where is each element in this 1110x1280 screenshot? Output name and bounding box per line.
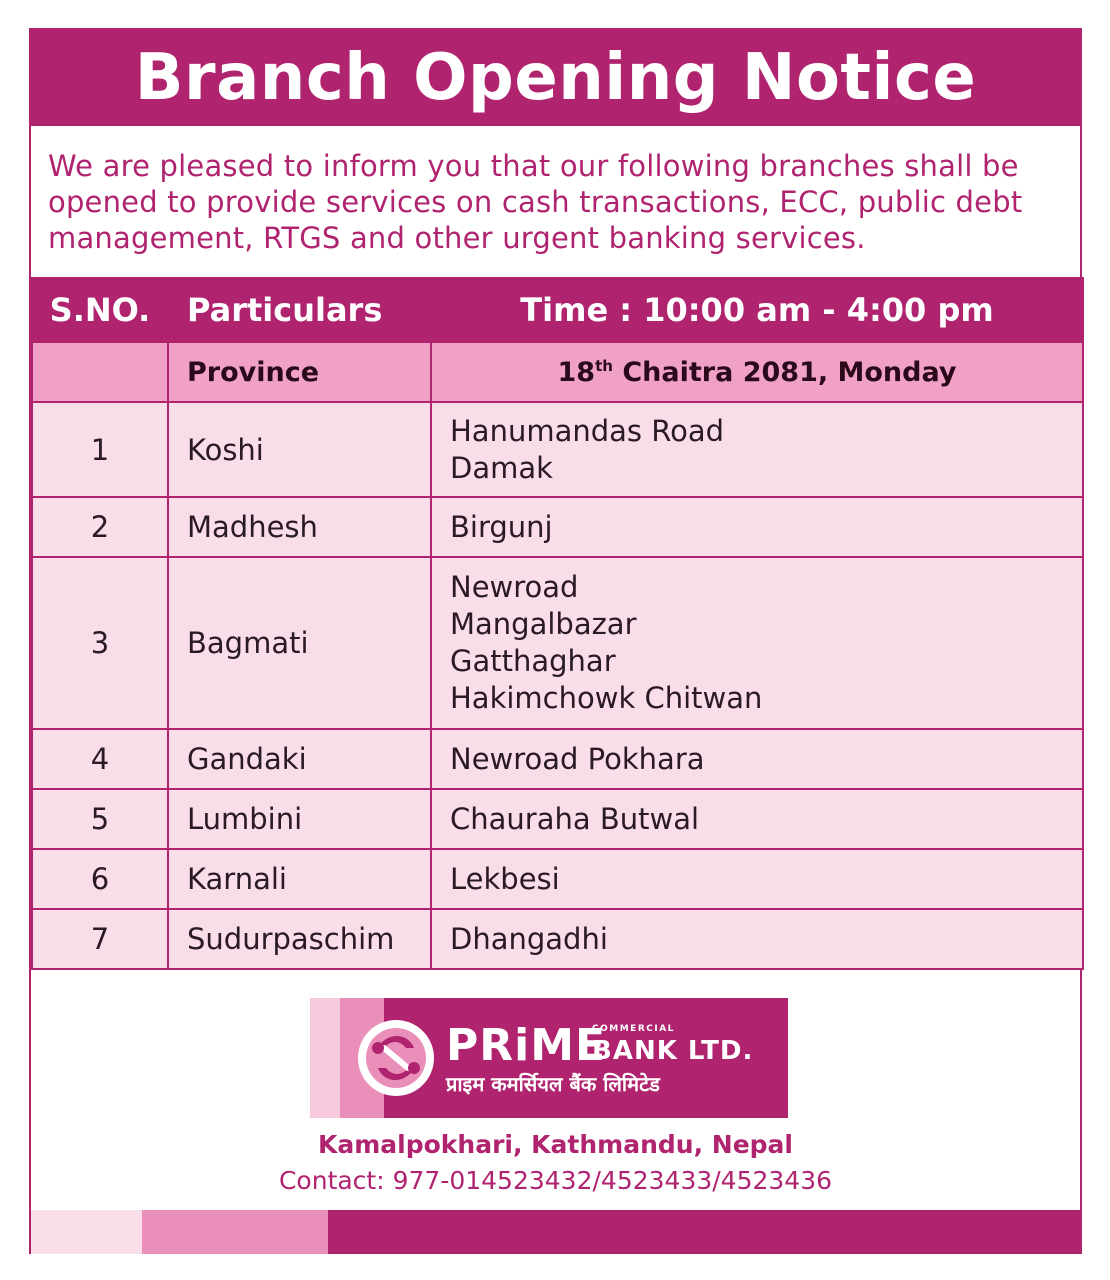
location-item: Mangalbazar <box>450 607 637 641</box>
table-row <box>32 402 1083 497</box>
date-rest: Chaitra 2081, Monday <box>612 356 957 388</box>
location-item: Newroad Pokhara <box>450 741 705 776</box>
bank-logo <box>310 998 788 1118</box>
logo-nepali-text: प्राइम कमर्सियल बैंक लिमिटेड <box>446 1072 660 1096</box>
table-subheader-row <box>32 342 1083 402</box>
row-province: Koshi <box>168 402 431 497</box>
notice-frame <box>29 28 1082 1254</box>
header-sno: S.NO. <box>32 278 168 342</box>
notice-intro <box>48 148 1072 256</box>
logo-stripe-light <box>310 998 340 1118</box>
row-locations <box>431 497 1083 557</box>
row-locations <box>431 789 1083 849</box>
intro-line: management, RTGS and other urgent banking services. <box>48 221 866 255</box>
location-item: Hakimchowk Chitwan <box>450 681 763 715</box>
location-item: Newroad <box>450 570 579 604</box>
header-particulars: Particulars <box>168 278 431 342</box>
table-row <box>32 557 1083 729</box>
row-province: Lumbini <box>168 789 431 849</box>
row-locations <box>431 909 1083 969</box>
row-province: Karnali <box>168 849 431 909</box>
table-row <box>32 909 1083 969</box>
header-time: Time : 10:00 am - 4:00 pm <box>431 278 1083 342</box>
strip-dark <box>328 1210 1082 1254</box>
row-sno: 2 <box>32 497 168 557</box>
subheader-date <box>431 342 1083 402</box>
location-item: Lekbesi <box>450 861 560 896</box>
row-province: Madhesh <box>168 497 431 557</box>
row-sno: 6 <box>32 849 168 909</box>
table-row <box>32 729 1083 789</box>
row-sno: 3 <box>32 557 168 729</box>
notice-title: Branch Opening Notice <box>31 30 1080 126</box>
row-locations <box>431 402 1083 497</box>
date-day: 18 <box>557 356 596 388</box>
row-sno: 5 <box>32 789 168 849</box>
location-item: Gatthaghar <box>450 644 616 678</box>
row-province: Gandaki <box>168 729 431 789</box>
bank-contact: Contact: 977-014523432/4523433/4523436 <box>278 1166 833 1195</box>
row-sno: 1 <box>32 402 168 497</box>
location-item: Dhangadhi <box>450 921 608 956</box>
row-sno: 7 <box>32 909 168 969</box>
date-suffix: th <box>595 356 613 375</box>
logo-prime-text: PRiME <box>446 1020 607 1071</box>
logo-bank-text: BANK LTD. <box>592 1036 754 1066</box>
strip-light <box>31 1210 142 1254</box>
intro-line: We are pleased to inform you that our following branches shall be <box>48 149 1019 183</box>
subheader-empty-cell <box>32 342 168 402</box>
bottom-color-strip <box>31 1210 1082 1254</box>
location-item: Birgunj <box>450 509 553 544</box>
row-locations <box>431 557 1083 729</box>
row-province: Bagmati <box>168 557 431 729</box>
intro-line: opened to provide services on cash transactions, ECC, public debt <box>48 185 1023 219</box>
table-row <box>32 789 1083 849</box>
table-row <box>32 497 1083 557</box>
table-header-row <box>32 278 1083 342</box>
row-locations <box>431 729 1083 789</box>
location-item: Hanumandas Road <box>450 413 725 448</box>
prime-bank-emblem-icon <box>356 1018 436 1098</box>
row-sno: 4 <box>32 729 168 789</box>
branch-table <box>31 277 1084 970</box>
row-locations <box>431 849 1083 909</box>
location-item: Damak <box>450 450 553 485</box>
bank-address: Kamalpokhari, Kathmandu, Nepal <box>317 1130 793 1159</box>
logo-commercial-text: COMMERCIAL <box>592 1024 675 1034</box>
strip-medium <box>142 1210 328 1254</box>
row-province: Sudurpaschim <box>168 909 431 969</box>
location-item: Chauraha Butwal <box>450 801 700 836</box>
subheader-province: Province <box>168 342 431 402</box>
table-row <box>32 849 1083 909</box>
